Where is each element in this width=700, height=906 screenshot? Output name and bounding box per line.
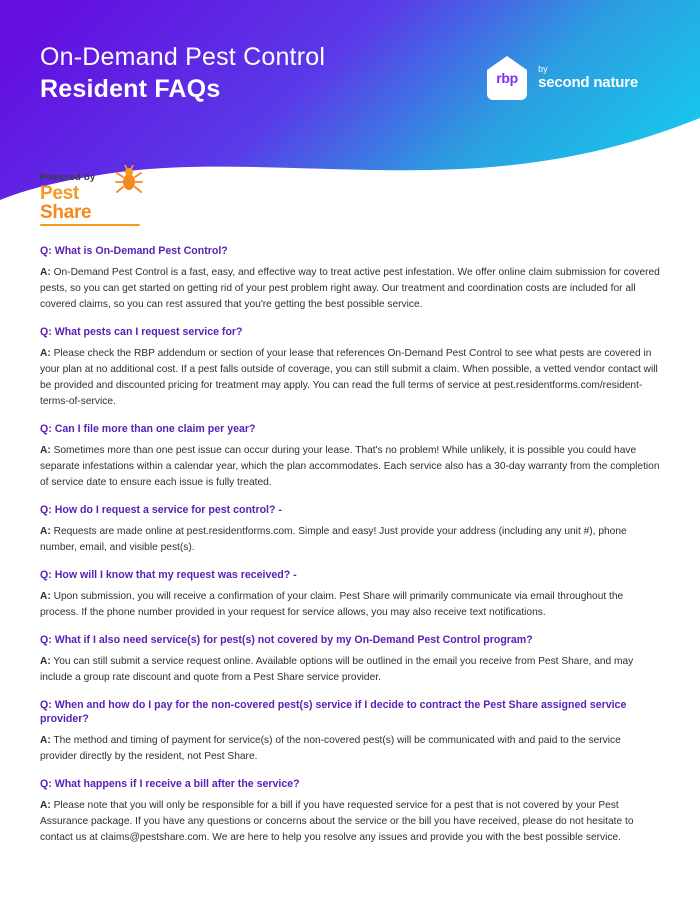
- answer-label: A:: [40, 656, 51, 668]
- faq-answer: [40, 346, 660, 410]
- page-title-line2: Resident FAQs: [40, 75, 221, 104]
- bug-icon: [114, 165, 144, 195]
- faq-question: Q: Can I file more than one claim per year?: [40, 423, 256, 436]
- faq-answer: [40, 265, 660, 313]
- faq-list: [40, 245, 660, 859]
- faq-question: Q: What is On-Demand Pest Control?: [40, 245, 228, 257]
- faq-answer: [40, 798, 660, 846]
- powered-by-label: Powered by: [40, 172, 96, 183]
- powered-by-block: [40, 172, 152, 226]
- pestshare-line1: Pest: [40, 183, 79, 204]
- logo-brand-text: second nature: [538, 74, 638, 92]
- answer-label: A:: [40, 526, 51, 538]
- answer-label: A:: [40, 266, 51, 278]
- logo-by-text: by: [538, 63, 548, 74]
- faq-item: [40, 778, 660, 846]
- faq-answer: [40, 589, 660, 621]
- faq-answer: [40, 654, 660, 686]
- faq-item: [40, 423, 660, 491]
- faq-item: [40, 634, 660, 686]
- faq-question: Q: What pests can I request service for?: [40, 326, 243, 339]
- rbp-wordmark: rbp: [496, 70, 518, 86]
- answer-label: A:: [40, 799, 51, 811]
- faq-item: [40, 504, 660, 556]
- pestshare-underline: [40, 224, 140, 226]
- house-icon: [485, 54, 529, 102]
- pestshare-logo: [40, 185, 152, 226]
- answer-text: On-Demand Pest Control is a fast, easy, and effective way to treat active pest infestation. We offer online claim submission for covered pests, so you can get started on getting rid of your pest problem right away. Our treatment and coordination costs are included for all covered claims, so you can rest assured that you're getting the best possible service.: [40, 266, 660, 310]
- faq-answer: [40, 524, 660, 556]
- answer-text: Upon submission, you will receive a confirmation of your claim. Pest Share will primarily communicate via email throughout the process. If the phone number provided in your request for service allows, you may also receive text notifications.: [40, 591, 624, 619]
- faq-question: Q: What if I also need service(s) for pest(s) not covered by my On-Demand Pest Control program?: [40, 634, 533, 647]
- faq-answer: [40, 443, 660, 491]
- faq-answer: [40, 733, 660, 765]
- answer-label: A:: [40, 591, 51, 603]
- answer-text: Requests are made online at pest.residentforms.com. Simple and easy! Just provide your address (including any unit #), phone number, email, and visible pest(s).: [40, 526, 627, 554]
- answer-text: Please note that you will only be responsible for a bill if you have requested service for a pest that is not covered by your Pest Assurance package. If you have any questions or concerns about the service or the bill you have received, please do not hesitate to contact us at claims@pestshare.com. We are here to help you resolve any issues and provide you with the best possible service.: [40, 799, 634, 844]
- pestshare-line2: Share: [40, 201, 92, 223]
- faq-question: Q: How will I know that my request was received? -: [40, 569, 297, 582]
- faq-item: [40, 569, 660, 621]
- faq-item: [40, 245, 660, 313]
- answer-text: Sometimes more than one pest issue can occur during your lease. That's no problem! While unlikely, it is possible you could have separate infestations within a calendar year, which the plan accommodates. Each service also has a 30-day warranty from the completion of service date to ensure each issue is fully treated.: [40, 445, 660, 489]
- answer-label: A:: [40, 347, 51, 359]
- faq-question: Q: How do I request a service for pest control? -: [40, 504, 282, 517]
- answer-text: You can still submit a service request online. Available options will be outlined in the email you receive from Pest Share, and may include a group rate discount and quote from a Pest Share service provider.: [40, 656, 634, 684]
- faq-question: Q: What happens if I receive a bill after the service?: [40, 778, 300, 791]
- page-title: [40, 42, 325, 106]
- answer-text: The method and timing of payment for service(s) of the non-covered pest(s) will be communicated with and paid to the service provider directly by the resident, not Pest Share.: [40, 734, 621, 762]
- second-nature-wordmark: [538, 65, 638, 91]
- faq-item: [40, 326, 660, 410]
- page-title-line1: On-Demand Pest Control: [40, 43, 326, 71]
- faq-item: [40, 699, 660, 765]
- faq-question: Q: When and how do I pay for the non-covered pest(s) service if I decide to contract the Pest Share assigned service provider?: [40, 699, 627, 726]
- answer-label: A:: [40, 445, 51, 457]
- rbp-second-nature-logo: [485, 54, 638, 102]
- answer-text: Please check the RBP addendum or section of your lease that references On-Demand Pest Control to see what pests are covered in your plan at no additional cost. If a pest falls outside of coverage, you can still submit a claim. When possible, a vetted vendor contact will be provided and discounted pricing for treatment may apply. You can read the full terms of service at pest.residentforms.com/resident-terms-of-service.: [40, 347, 658, 408]
- answer-label: A:: [40, 734, 51, 746]
